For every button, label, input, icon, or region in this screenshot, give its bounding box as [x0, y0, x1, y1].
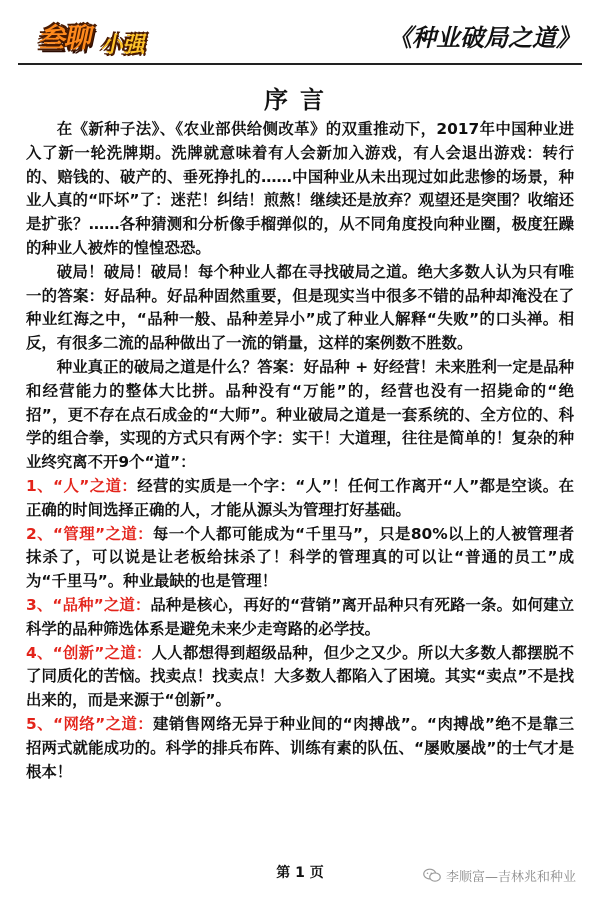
item-text: 品种是核心，再好的“营销”离开品种只有死路一条。如何建立科学的品种筛选体系是避免未来少走弯路的必学技。 — [26, 595, 574, 638]
page-number: 第 1 页 — [276, 865, 324, 881]
header-divider — [18, 63, 582, 65]
item-number: 4、 — [26, 643, 53, 662]
paragraph: 破局！破局！破局！每个种业人都在寻找破局之道。绝大多数人认为只有唯一的答案：好品种。好品种固然重要，但是现实当中很多不错的品种却淹没在了种业红海之中，“品种一般、品种差异小”成了种业人解释“失败”的口头禅。相反，有很多二流的品种做出了一流的销量，这样的案例数不胜数。 — [26, 262, 574, 353]
wechat-icon — [423, 868, 441, 883]
item-keyword: “管理”之道： — [52, 524, 153, 543]
item-text: 建销售网络无异于种业间的“肉搏战”。“肉搏战”绝不是靠三招两式就能成功的。科学的排兵布阵、训练有素的队伍、“屡败屡战”的士气才是根本！ — [26, 714, 574, 781]
item-text: 人人都想得到超级品种，但少之又少。所以大多数人都摆脱不了同质化的苦恼。找卖点！找卖点！大多数人都陷入了困境。其实“卖点”不是找出来的，而是来源于“创新”。 — [26, 643, 574, 710]
item-keyword: “人”之道： — [52, 476, 138, 495]
list-item-people — [26, 475, 574, 523]
logo-text-main: 叁聊 — [36, 23, 95, 54]
book-title: 《种业破局之道》 — [388, 23, 580, 52]
watermark-text: 李顺富—吉林兆和种业 — [445, 870, 576, 885]
wechat-watermark — [423, 866, 576, 885]
list-item-innovation — [26, 642, 574, 713]
item-text: 每一个人都可能成为“千里马”，只是80%以上的人被管理者抹杀了，可以说是让老板给抹杀了！科学的管理真的可以让“普通的员工”成为“千里马”。种业最缺的也是管理！ — [26, 524, 574, 591]
paragraph: 在《新种子法》、《农业部供给侧改革》的双重推动下，2017年中国种业进入了新一轮洗牌期。洗牌就意味着有人会新加入游戏，有人会退出游戏：转行的、赔钱的、破产的、垂死挣扎的……中国种业从未出现过如此悲惨的场景，种业人真的“吓坏”了：迷茫！纠结！煎熬！继续还是放弃？观望还是突围？收缩还是扩张？……各种猜测和分析像手榴弹似的，从不同角度投向种业圈，极度狂躁的种业人被炸的惶惶恐恐。 — [26, 120, 574, 257]
list-item-network — [26, 713, 574, 784]
item-keyword: “网络”之道： — [52, 714, 154, 733]
logo-text-sub: 小强 — [99, 33, 149, 58]
item-text: 经营的实质是一个字：“人”！任何工作离开“人”都是空谈。在正确的时间选择正确的人，才能从源头为管理打好基础。 — [26, 476, 575, 519]
list-item-variety — [26, 594, 574, 642]
item-keyword: “品种”之道： — [52, 595, 151, 614]
item-keyword: “创新”之道： — [52, 643, 152, 662]
item-number: 5、 — [26, 714, 53, 733]
item-number: 3、 — [26, 595, 53, 614]
page-heading: 序言 — [264, 86, 336, 114]
paragraph: 种业真正的破局之道是什么？答案：好品种 + 好经营！未来胜利一定是品种和经营能力的整体大比拼。品种没有“万能”的，经营也没有一招毙命的“绝招”，更不存在点石成金的“大师”。种业破局之道是一套系统的、全方位的、科学的组合拳，实现的方式只有两个字：实干！大道理，往往是简单的！复杂的种业终究离不开9个“道”： — [26, 357, 574, 472]
item-number: 1、 — [26, 476, 53, 495]
page-header — [0, 0, 600, 66]
item-number: 2、 — [26, 524, 53, 543]
brand-logo — [36, 16, 175, 58]
document-body — [26, 118, 574, 784]
list-item-management — [26, 523, 574, 594]
